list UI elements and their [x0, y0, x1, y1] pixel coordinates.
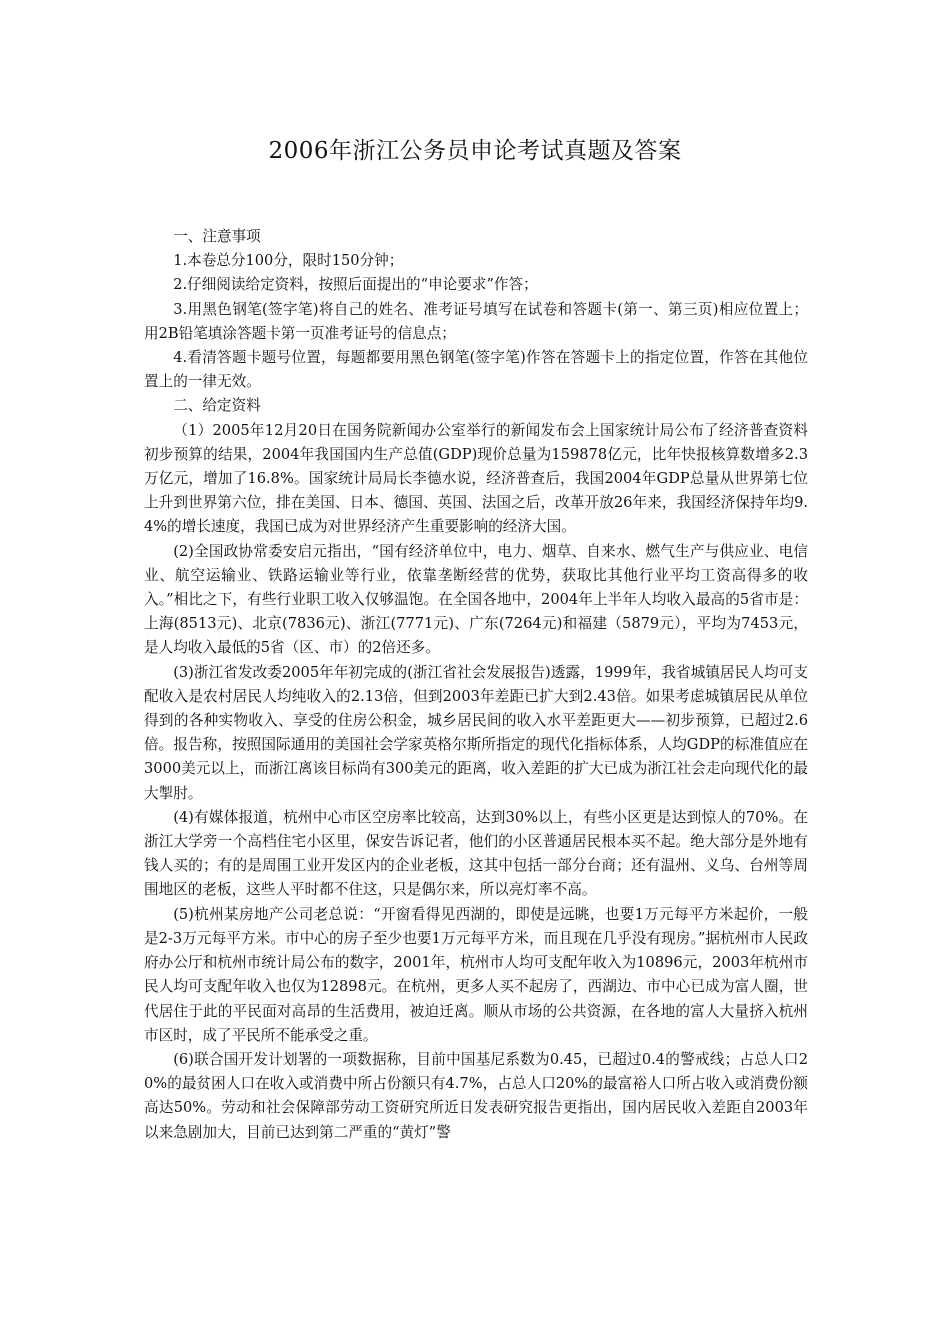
notes-item: 1.本卷总分100分，限时150分钟； [173, 252, 404, 270]
section-heading-materials: 二、给定资料 [173, 397, 261, 415]
material-paragraph: (4)有媒体报道，杭州中心市区空房率比较高，达到30%以上，有些小区更是达到惊人的70%。在浙江大学旁一个高档住宅小区里，保安告诉记者，他们的小区普通居民根本买不起。绝大部分是外地有钱人买的；有的是周围工业开发区内的企业老板，这其中包括一部分台商；还有温州、义乌、台州等周围地区的老板，这些人平时都不住这，只是偶尔来，所以亮灯率不高。 [144, 808, 808, 899]
notes-item: 4.看清答题卡题号位置，每题都要用黑色钢笔(签字笔)作答在答题卡上的指定位置，作答在其他位置上的一律无效。 [144, 349, 808, 391]
material-paragraph: (2)全国政协常委安启元指出，“国有经济单位中，电力、烟草、自来水、燃气生产与供应业、电信业、航空运输业、铁路运输业等行业，依靠垄断经营的优势，获取比其他行业平均工资高得多的收入。”相比之下，有些行业职工收入仅够温饱。在全国各地中，2004年上半年人均收入最高的5省市是：上海(8513元)、北京(7836元)、浙江(7771元)、广东(7264元)和福建（5879元），平均为7453元，是人均收入最低的5省（区、市）的2倍还多。 [144, 542, 808, 657]
section-heading-notes: 一、注意事项 [173, 228, 261, 245]
document-title: 2006年浙江公务员申论考试真题及答案 [268, 138, 682, 164]
notes-item: 2.仔细阅读给定资料，按照后面提出的“申论要求”作答； [173, 276, 538, 294]
notes-item: 3.用黑色钢笔(签字笔)将自己的姓名、准考证号填写在试卷和答题卡(第一、第三页)相应位置上；用2B铅笔填涂答题卡第一页准考证号的信息点； [144, 300, 808, 342]
document-body [144, 225, 808, 1145]
material-paragraph: (6)联合国开发计划署的一项数据称，目前中国基尼系数为0.45，已超过0.4的警戒线；占总人口20%的最贫困人口在收入或消费中所占份额只有4.7%，占总人口20%的最富裕人口所占收入或消费份额高达50%。劳动和社会保障部劳动工资研究所近日发表研究报告更指出，国内居民收入差距自2003年以来急剧加大，目前已达到第二严重的“黄灯”警 [144, 1050, 808, 1141]
material-paragraph: （1）2005年12月20日在国务院新闻办公室举行的新闻发布会上国家统计局公布了经济普查资料初步预算的结果，2004年我国国内生产总值(GDP)现价总量为159878亿元，比年快报核算数增多2.3万亿元，增加了16.8%。国家统计局局长李德水说，经济普查后，我国2004年GDP总量从世界第七位上升到世界第六位，排在美国、日本、德国、英国、法国之后，改革开放26年来，我国经济保持年均9.4%的增长速度，我国已成为对世界经济产生重要影响的经济大国。 [144, 421, 808, 536]
material-paragraph: (5)杭州某房地产公司老总说：“开窗看得见西湖的，即使是远眺，也要1万元每平方米起价，一般是2-3万元每平方米。市中心的房子至少也要1万元每平方米，而且现在几乎没有现房。”据杭州市人民政府办公厅和杭州市统计局公布的数字，2001年，杭州市人均可支配年收入为10896元，2003年杭州市民人均可支配年收入也仅为12898元。在杭州，更多人买不起房了，西湖边、市中心已成为富人圈，世代居住于此的平民面对高昂的生活费用，被迫迁离。顺从市场的公共资源，在各地的富人大量挤入杭州市区时，成了平民所不能承受之重。 [144, 905, 808, 1044]
material-paragraph: (3)浙江省发改委2005年年初完成的(浙江省社会发展报告)透露，1999年，我省城镇居民人均可支配收入是农村居民人均纯收入的2.13倍，但到2003年差距已扩大到2.43倍。如果考虑城镇居民从单位得到的各种实物收入、享受的住房公积金，城乡居民间的收入水平差距更大——初步预算，已超过2.6倍。报告称，按照国际通用的美国社会学家英格尔斯所指定的现代化指标体系，人均GDP的标准值应在3000美元以上，而浙江离该目标尚有300美元的距离，收入差距的扩大已成为浙江社会走向现代化的最大掣肘。 [144, 663, 808, 802]
